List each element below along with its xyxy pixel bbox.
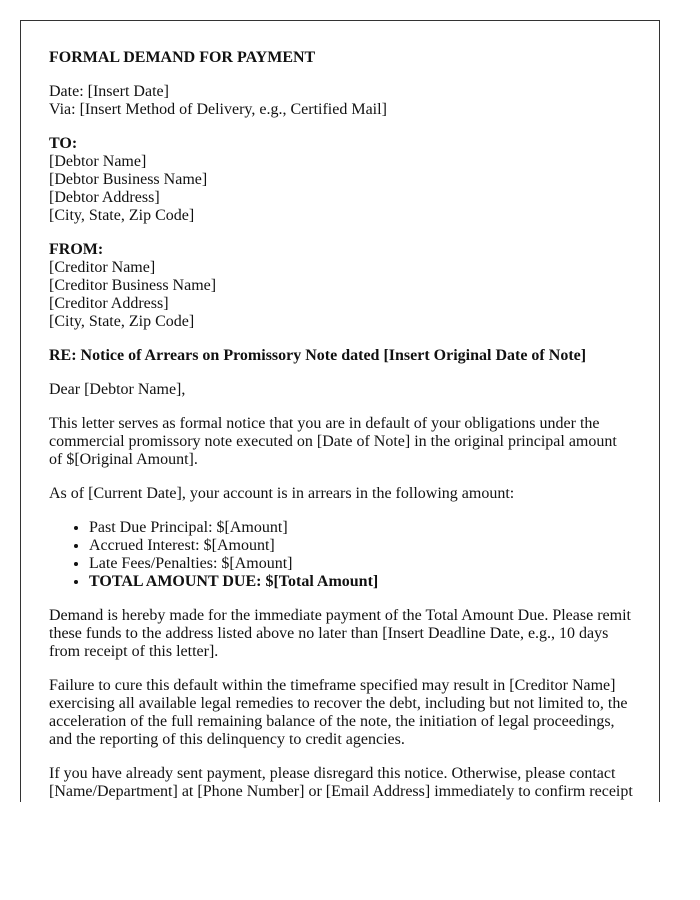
from-label: FROM: — [49, 241, 104, 258]
contact-line: If you have already sent payment, please disregard this notice. Otherwise, please contact — [49, 765, 616, 782]
failure-line: Failure to cure this default within the timeframe specified may result in [Creditor Name] — [49, 677, 616, 694]
notice-line: This letter serves as formal notice that you are in default of your obligations under the — [49, 415, 600, 432]
notice-paragraph — [49, 415, 631, 469]
failure-line: exercising all available legal remedies to recover the debt, including but not limited to, the — [49, 695, 628, 712]
subject-line: RE: Notice of Arrears on Promissory Note dated [Insert Original Date of Note] — [49, 347, 587, 364]
notice-line: commercial promissory note executed on [Date of Note] in the original principal amount — [49, 433, 617, 450]
letter-page — [20, 20, 660, 802]
date-line: Date: [Insert Date] — [49, 83, 169, 100]
notice-line: of $[Original Amount]. — [49, 451, 198, 468]
arrears-item-total: • TOTAL AMOUNT DUE: $[Total Amount] — [89, 573, 631, 591]
contact-paragraph — [49, 765, 631, 801]
sender-block — [49, 241, 631, 331]
demand-paragraph — [49, 607, 631, 661]
recipient-block — [49, 135, 631, 225]
failure-paragraph — [49, 677, 631, 749]
arrears-list — [49, 519, 631, 591]
debtor-name: [Debtor Name] — [49, 153, 147, 170]
creditor-name: [Creditor Name] — [49, 259, 156, 276]
contact-line: [Name/Department] at [Phone Number] or [Email Address] immediately to confirm receipt — [49, 783, 633, 800]
demand-line: from receipt of this letter]. — [49, 643, 219, 660]
arrears-item-late-fees: • Late Fees/Penalties: $[Amount] — [89, 555, 631, 573]
arrears-item-interest: • Accrued Interest: $[Amount] — [89, 537, 631, 555]
debtor-business-name: [Debtor Business Name] — [49, 171, 208, 188]
debtor-city-state-zip: [City, State, Zip Code] — [49, 207, 195, 224]
salutation: Dear [Debtor Name], — [49, 381, 186, 398]
arrears-item-principal: • Past Due Principal: $[Amount] — [89, 519, 631, 537]
creditor-address: [Creditor Address] — [49, 295, 169, 312]
creditor-city-state-zip: [City, State, Zip Code] — [49, 313, 195, 330]
document-title: FORMAL DEMAND FOR PAYMENT — [49, 49, 316, 66]
demand-line: Demand is hereby made for the immediate payment of the Total Amount Due. Please remit — [49, 607, 631, 624]
failure-line: and the reporting of this delinquency to credit agencies. — [49, 731, 405, 748]
to-label: TO: — [49, 135, 78, 152]
failure-line: acceleration of the full remaining balance of the note, the initiation of legal proceedings, — [49, 713, 615, 730]
creditor-business-name: [Creditor Business Name] — [49, 277, 217, 294]
meta-block — [49, 83, 631, 119]
demand-line: these funds to the address listed above no later than [Insert Deadline Date, e.g., 10 days — [49, 625, 609, 642]
arrears-intro: As of [Current Date], your account is in arrears in the following amount: — [49, 485, 515, 502]
delivery-method-line: Via: [Insert Method of Delivery, e.g., Certified Mail] — [49, 101, 387, 118]
debtor-address: [Debtor Address] — [49, 189, 160, 206]
